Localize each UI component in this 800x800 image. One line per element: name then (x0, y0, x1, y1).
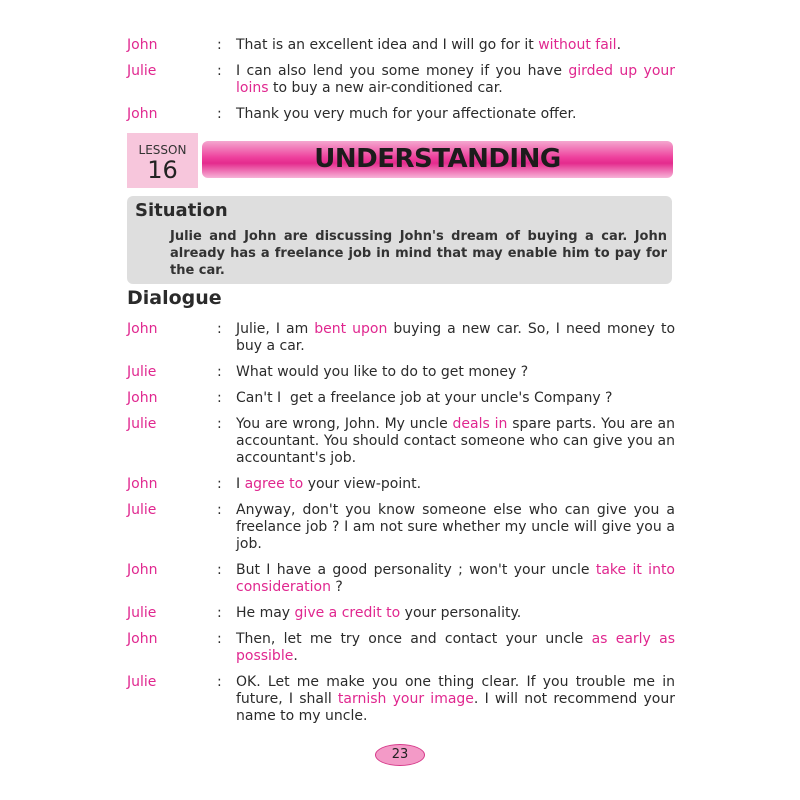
idiom-highlight: tarnish your image (337, 691, 474, 707)
dialogue-text: I agree to your view-point. (236, 476, 422, 492)
idiom-highlight: take it into consideration (236, 562, 675, 595)
dialogue-text: I can also lend you some money if you have girded up your loins to buy a new air-conditioned car. (236, 63, 676, 96)
speaker-name: John (127, 390, 158, 406)
speaker-name: Julie (127, 502, 157, 518)
colon-separator: : (217, 416, 222, 432)
dialogue-text: Julie, I am bent upon buying a new car. So, I need money to buy a car. (236, 321, 676, 354)
speaker-name: Julie (127, 364, 157, 380)
colon-separator: : (217, 631, 222, 647)
idiom-highlight: bent upon (314, 321, 388, 337)
dialogue-text: Then, let me try once and contact your uncle as early as possible. (236, 631, 675, 664)
dialogue-text: Can't I get a freelance job at your uncle's Company ? (236, 390, 613, 406)
speaker-name: John (127, 631, 158, 647)
situation-heading: Situation (135, 200, 228, 221)
dialogue-line (127, 476, 675, 493)
speaker-name: John (127, 106, 158, 122)
dialogue-text: What would you like to do to get money ? (236, 364, 529, 380)
colon-separator: : (217, 37, 222, 53)
colon-separator: : (217, 106, 222, 122)
lesson-badge (127, 133, 198, 188)
colon-separator: : (217, 364, 222, 380)
dialogue-line (127, 605, 675, 622)
colon-separator: : (217, 63, 222, 79)
dialogue-line (127, 631, 675, 665)
speaker-name: John (127, 321, 158, 337)
dialogue-line (127, 364, 675, 381)
situation-text: Julie and John are discussing John's dream of buying a car. John already has a freelance job in mind that may enable him to pay for the car. (170, 229, 667, 278)
dialogue-text: You are wrong, John. My uncle deals in spare parts. You are an accountant. You should contact someone who can give you an accountant's job. (236, 416, 675, 466)
idiom-highlight: deals in (452, 416, 508, 432)
dialogue-line-top-1 (127, 37, 675, 54)
dialogue-line (127, 502, 675, 553)
dialogue-heading: Dialogue (127, 287, 222, 309)
idiom-highlight: girded up your loins (236, 63, 676, 96)
dialogue-line (127, 562, 675, 596)
lesson-title-bar (202, 141, 673, 178)
dialogue-line (127, 416, 675, 467)
situation-box (127, 196, 672, 284)
speaker-name: Julie (127, 416, 157, 432)
page-number: 23 (375, 744, 425, 766)
colon-separator: : (217, 502, 222, 518)
speaker-name: Julie (127, 63, 157, 79)
dialogue-text: He may give a credit to your personality. (236, 605, 522, 621)
idiom-highlight: as early as possible (236, 631, 675, 664)
colon-separator: : (217, 674, 222, 690)
colon-separator: : (217, 390, 222, 406)
dialogue-text: But I have a good personality ; won't your uncle take it into consideration ? (236, 562, 675, 595)
dialogue-text: Anyway, don't you know someone else who can give you a freelance job ? I am not sure whether my uncle will give you a job. (236, 502, 675, 552)
idiom-highlight: give a credit to (294, 605, 401, 621)
dialogue-line (127, 390, 675, 407)
dialogue-text: Thank you very much for your affectionate offer. (236, 106, 577, 122)
speaker-name: John (127, 37, 158, 53)
speaker-name: Julie (127, 605, 157, 621)
dialogue-text: OK. Let me make you one thing clear. If you trouble me in future, I shall tarnish your image. I will not recommend your name to my uncle. (236, 674, 675, 724)
dialogue-line (127, 321, 675, 355)
idiom-highlight: without fail (538, 37, 617, 53)
dialogue-line (127, 674, 675, 725)
idiom-highlight: agree to (244, 476, 304, 492)
colon-separator: : (217, 562, 222, 578)
colon-separator: : (217, 476, 222, 492)
lesson-label: LESSON (138, 143, 187, 157)
dialogue-text: That is an excellent idea and I will go for it without fail. (236, 37, 622, 53)
dialogue-line-top-3 (127, 106, 675, 123)
dialogue-line-top-2 (127, 63, 675, 97)
colon-separator: : (217, 321, 222, 337)
colon-separator: : (217, 605, 222, 621)
lesson-title: UNDERSTANDING (314, 144, 561, 174)
speaker-name: Julie (127, 674, 157, 690)
speaker-name: John (127, 562, 158, 578)
speaker-name: John (127, 476, 158, 492)
lesson-number: 16 (147, 156, 178, 184)
